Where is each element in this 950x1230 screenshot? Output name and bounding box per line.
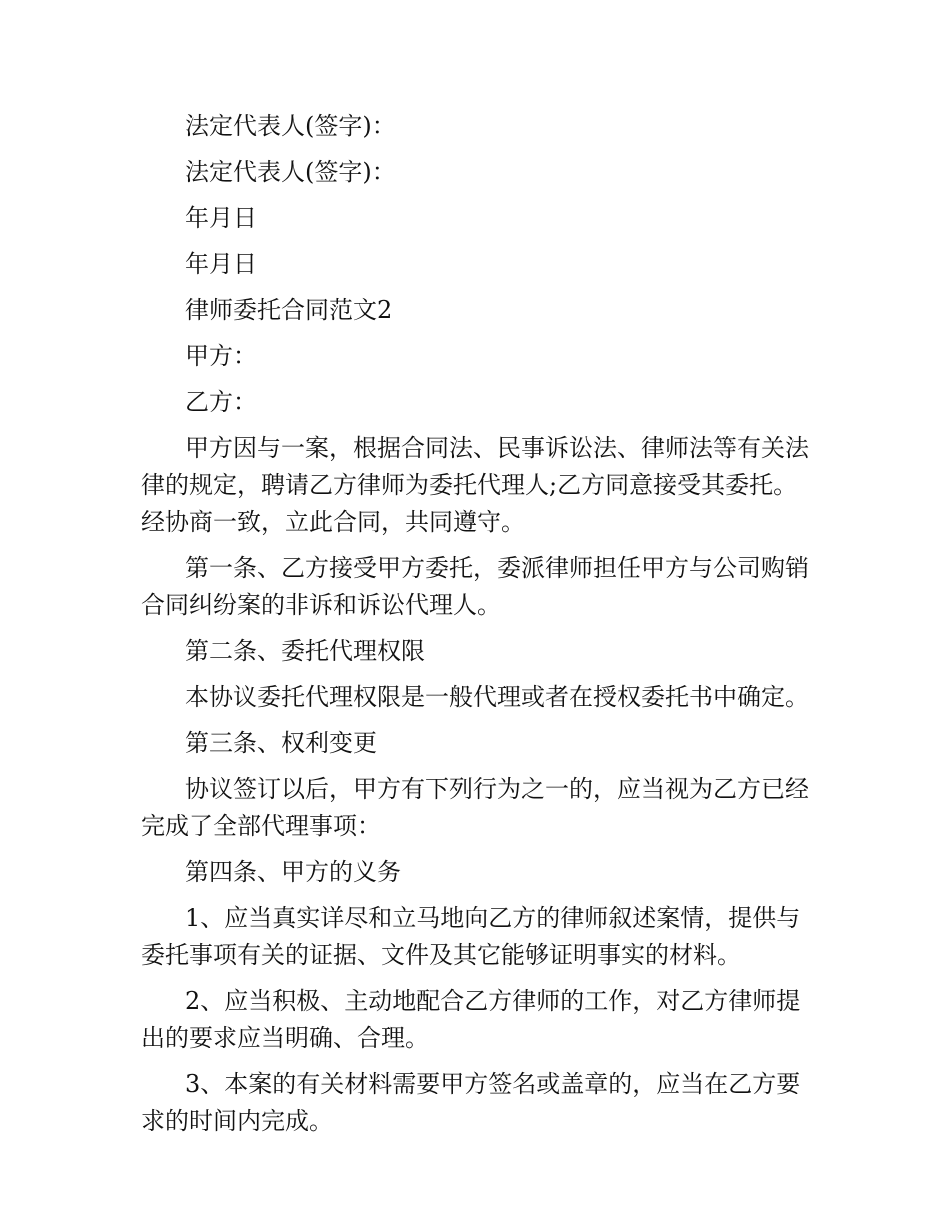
party-a-label: 甲方：: [185, 342, 257, 370]
paragraph-date-1: 年月日: [185, 204, 257, 232]
party-b-label: 乙方：: [185, 388, 257, 416]
article-3-heading: 第三条、权利变更: [185, 729, 377, 757]
paragraph-intro: 甲方因与一案，根据合同法、民事诉讼法、律师法等有关法律的规定，聘请乙方律师为委托代理人;乙方同意接受其委托。经协商一致，立此合同，共同遵守。: [141, 434, 809, 536]
article-4-item-3: 3、本案的有关材料需要甲方签名或盖章的，应当在乙方要求的时间内完成。: [141, 1070, 801, 1135]
article-4-item-1: 1、应当真实详尽和立马地向乙方的律师叙述案情，提供与委托事项有关的证据、文件及其它能够证明事实的材料。: [141, 904, 801, 969]
document-body: [141, 108, 821, 1149]
article-3-body: 协议签订以后，甲方有下列行为之一的，应当视为乙方已经完成了全部代理事项：: [141, 775, 809, 840]
article-2-body: 本协议委托代理权限是一般代理或者在授权委托书中确定。: [185, 683, 809, 711]
document-title: 律师委托合同范文2: [185, 296, 393, 324]
paragraph-signature-1: 法定代表人(签字)：: [185, 112, 396, 140]
article-4-item-2: 2、应当积极、主动地配合乙方律师的工作，对乙方律师提出的要求应当明确、合理。: [141, 987, 801, 1052]
article-4-heading: 第四条、甲方的义务: [185, 858, 401, 886]
paragraph-signature-2: 法定代表人(签字)：: [185, 158, 396, 186]
paragraph-date-2: 年月日: [185, 250, 257, 278]
article-1: 第一条、乙方接受甲方委托，委派律师担任甲方与公司购销合同纠纷案的非诉和诉讼代理人。: [141, 554, 809, 619]
article-2-heading: 第二条、委托代理权限: [185, 637, 425, 665]
